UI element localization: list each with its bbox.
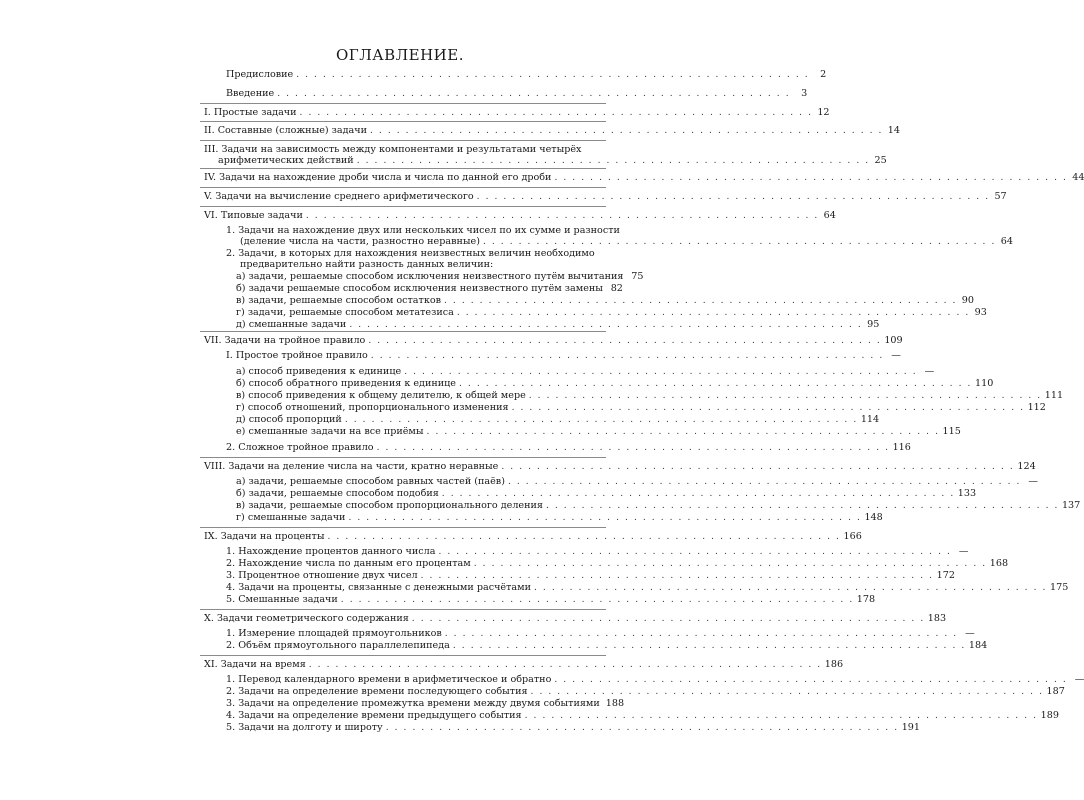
toc-entry-label: способ обратного приведения к единице [248, 378, 456, 389]
toc-entry[interactable] [236, 402, 1046, 414]
toc-page-number: 82 [610, 283, 623, 294]
toc-entry-label: Нахождение процентов данного числа [238, 546, 436, 557]
toc-entry-number: 3. [226, 698, 239, 709]
toc-entry[interactable] [236, 366, 935, 378]
toc-title: ОГЛАВЛЕНИЕ. [336, 46, 464, 64]
leader-dots: . . . . . . . . . . . . . . . . . . . . . . . . . . . . . . . . . . . . . . . . . . . . . . . . . . . . . . . . . . [305, 211, 819, 221]
section-divider [200, 655, 606, 656]
toc-entry-text [236, 402, 509, 413]
toc-entry[interactable] [226, 88, 808, 100]
toc-entry-label: задачи решаемые способом исключения неизвестного путём замены [248, 283, 603, 294]
toc-entry-text [226, 628, 442, 639]
leader-dots: . . . . . . . . . . . . . . . . . . . . . . . . . . . . . . . . . . . . . . . . . . . . . . . . . . . . . . . . . . [441, 489, 955, 499]
toc-entry-label: Задачи на долготу и широту [238, 722, 383, 733]
toc-entry-label: задачи, решаемые способом остатков [248, 295, 441, 306]
toc-page-number: 2 [820, 69, 827, 80]
toc-page-number: 25 [874, 155, 887, 166]
toc-entry-label: Задачи на тройное правило [224, 335, 366, 346]
toc-entry-label: Предисловие [226, 69, 294, 80]
toc-entry-number: д) [236, 414, 249, 425]
toc-entry-label: смешанные задачи [248, 319, 347, 330]
toc-entry-number: 1. [226, 628, 239, 639]
toc-page-number: — [1074, 674, 1084, 685]
toc-entry-text [204, 144, 581, 155]
toc-entry-label: задачи, решаемые способом равных частей (паёв) [248, 476, 505, 487]
toc-entry-label: Задачи на вычисление среднего арифметического [215, 191, 474, 202]
section-divider [200, 609, 606, 610]
leader-dots: . . . . . . . . . . . . . . . . . . . . . . . . . . . . . . . . . . . . . . . . . . . . . . . . . . . . . . . . . . [299, 108, 813, 118]
toc-entry[interactable] [226, 582, 1069, 594]
toc-entry[interactable] [226, 628, 975, 640]
toc-page-number: 75 [631, 271, 644, 282]
toc-entry-number: б) [236, 378, 249, 389]
toc-entry[interactable] [226, 558, 1009, 570]
toc-page-number: — [965, 628, 975, 639]
toc-entry-label-continued: (деление числа на части, разностно неравные) [240, 236, 480, 247]
toc-entry-label: Введение [226, 88, 275, 99]
toc-entry[interactable] [226, 546, 969, 558]
toc-entry-number: в) [236, 500, 249, 511]
toc-entry-number: 2. [226, 640, 239, 651]
toc-entry-label: Задачи на проценты [220, 531, 325, 542]
section-divider [200, 168, 606, 169]
toc-page-number: 183 [927, 613, 947, 624]
toc-entry-label: Нахождение числа по данным его процентам [238, 558, 471, 569]
toc-entry-number: 5. [226, 594, 239, 605]
toc-page-number: 109 [884, 335, 903, 346]
toc-entry-continuation [240, 236, 1013, 248]
leader-dots: . . . . . . . . . . . . . . . . . . . . . . . . . . . . . . . . . . . . . . . . . . . . . . . . . . . . . . . . . . [370, 126, 883, 136]
section-divider [200, 140, 606, 141]
toc-entry[interactable] [226, 698, 625, 710]
toc-entry-label: Задачи на нахождение дроби числа и числа по данной его дроби [219, 172, 552, 183]
leader-dots: . . . . . . . . . . . . . . . . . . . . . . . . . . . . . . . . . . . . . . . . . . . . . . . . . . . . . . . . . . [501, 462, 1015, 472]
toc-entry-text [204, 531, 325, 542]
toc-page-number: 188 [605, 698, 625, 709]
section-divider [200, 331, 606, 332]
toc-page-number: 175 [1049, 582, 1069, 593]
toc-entry-text [226, 594, 338, 605]
toc-entry-text [226, 722, 383, 733]
toc-entry-label: задачи, решаемые способом пропорционального деления [248, 500, 543, 511]
toc-entry[interactable] [204, 125, 900, 137]
toc-page-number: 114 [860, 414, 880, 425]
toc-page-number: 64 [1000, 236, 1013, 247]
leader-dots: . . . . . . . . . . . . . . . . . . . . . . . . . . . . . . . . . . . . . . . . . . . . . . . . . . . . . . . . . . [368, 336, 882, 346]
toc-entry-label: задачи, решаемые способом метатезиса [247, 307, 454, 318]
toc-entry-label: Процентное отношение двух чисел [238, 570, 418, 581]
leader-dots: . . . . . . . . . . . . . . . . . . . . . . . . . . . . . . . . . . . . . . . . . . . . . . . . . . . . . . . . . . [296, 70, 810, 80]
toc-entry-text [226, 248, 595, 259]
toc-entry[interactable] [236, 414, 880, 426]
leader-dots: . . . . . . . . . . . . . . . . . . . . . . . . . . . . . . . . . . . . . . . . . . . . . . . . . . . . . . . . . . [344, 415, 858, 425]
toc-entry-number: II. [204, 125, 218, 136]
toc-page-number: 148 [864, 512, 883, 523]
toc-entry-number: б) [236, 488, 249, 499]
toc-page-number: 184 [968, 640, 988, 651]
toc-page-number: 44 [1072, 172, 1084, 183]
toc-entry-text [204, 125, 367, 136]
toc-entry-text [204, 335, 365, 346]
toc-entry-number: 2. [226, 558, 239, 569]
toc-entry-continuation [240, 259, 603, 270]
section-divider [200, 187, 606, 188]
toc-entry-number: д) [236, 319, 249, 330]
toc-entry[interactable] [236, 283, 623, 295]
toc-page-number: 189 [1040, 710, 1059, 721]
leader-dots: . . . . . . . . . . . . . . . . . . . . . . . . . . . . . . . . . . . . . . . . . . . . . . . . . . . . . . . . . . [444, 629, 958, 639]
toc-entry-text [204, 107, 297, 118]
toc-entry-text [204, 172, 551, 183]
toc-entry-number: 1. [226, 225, 239, 236]
leader-dots: . . . . . . . . . . . . . . . . . . . . . . . . . . . . . . . . . . . . . . . . . . . . . . . . . . . . . . . . . . [327, 532, 841, 542]
toc-entry[interactable] [204, 613, 947, 625]
toc-entry[interactable] [226, 442, 911, 454]
toc-page-number: 12 [817, 107, 830, 118]
leader-dots: . . . . . . . . . . . . . . . . . . . . . . . . . . . . . . . . . . . . . . . . . . . . . . . . . . . . . . . . . . [376, 443, 890, 453]
toc-entry-number: I. [226, 350, 236, 361]
section-divider [200, 121, 606, 122]
toc-page-number: — [924, 366, 935, 377]
toc-entry-text [236, 295, 441, 306]
toc-page-number: 111 [1044, 390, 1064, 401]
toc-page-number: 116 [892, 442, 911, 453]
leader-dots: . . . . . . . . . . . . . . . . . . . . . . . . . . . . . . . . . . . . . . . . . . . . . . . . . . . . . . . . . . [456, 308, 970, 318]
toc-entry-number: г) [236, 402, 248, 413]
toc-entry-text [226, 698, 600, 709]
toc-entry-text [236, 512, 345, 523]
toc-entry-label: смешанные задачи на все приёмы [248, 426, 424, 437]
toc-entry-text [226, 225, 620, 236]
toc-entry-text [226, 558, 471, 569]
leader-dots: . . . . . . . . . . . . . . . . . . . . . . . . . . . . . . . . . . . . . . . . . . . . . . . . . . . . . . . . . . [349, 320, 863, 330]
toc-entry[interactable] [236, 390, 1064, 402]
toc-entry-label: Задачи на определение времени последующего события [238, 686, 528, 697]
toc-entry-number: 4. [226, 710, 239, 721]
leader-dots: . . . . . . . . . . . . . . . . . . . . . . . . . . . . . . . . . . . . . . . . . . . . . . . . . . . . . . . . . . [370, 351, 884, 361]
toc-entry[interactable] [226, 674, 1084, 686]
toc-entry[interactable] [236, 295, 974, 307]
leader-dots: . . . . . . . . . . . . . . . . . . . . . . . . . . . . . . . . . . . . . . . . . . . . . . . . . . . . . . . . . . [348, 513, 862, 523]
toc-page-number: 172 [936, 570, 955, 581]
toc-entry-number: в) [236, 295, 249, 306]
leader-dots: . . . . . . . . . . . . . . . . . . . . . . . . . . . . . . . . . . . . . . . . . . . . . . . . . . . . . . . . . . [404, 367, 918, 377]
toc-page-number: 186 [824, 659, 844, 670]
toc-entry-text [204, 191, 474, 202]
toc-entry-label: Задачи геометрического содержания [216, 613, 409, 624]
leader-dots: . . . . . . . . . . . . . . . . . . . . . . . . . . . . . . . . . . . . . . . . . . . . . . . . . . . . . . . . . . [458, 379, 972, 389]
toc-entry-text [226, 686, 528, 697]
toc-entry-number: 4. [226, 582, 239, 593]
toc-entry-text [226, 546, 435, 557]
leader-dots: . . . . . . . . . . . . . . . . . . . . . . . . . . . . . . . . . . . . . . . . . . . . . . . . . . . . . . . . . . [524, 711, 1038, 721]
toc-page-number: 115 [942, 426, 961, 437]
toc-entry-text [204, 613, 409, 624]
toc-entry-label: Задачи на зависимость между компонентами и результатами четырёх [221, 144, 582, 155]
toc-page-number: 187 [1046, 686, 1065, 697]
toc-page-number: 166 [843, 531, 862, 542]
toc-page-number: 178 [856, 594, 876, 605]
leader-dots: . . . . . . . . . . . . . . . . . . . . . . . . . . . . . . . . . . . . . . . . . . . . . . . . . . . . . . . . . . [476, 192, 990, 202]
toc-entry-text [226, 442, 374, 453]
leader-dots: . . . . . . . . . . . . . . . . . . . . . . . . . . . . . . . . . . . . . . . . . . . . . . . . . . . . . . . . . . [545, 501, 1059, 511]
toc-entry-label: Простое тройное правило [235, 350, 368, 361]
toc-entry-text [226, 710, 522, 721]
leader-dots: . . . . . . . . . . . . . . . . . . . . . . . . . . . . . . . . . . . . . . . . . . . . . . . . . . . . . . . . . . [277, 89, 791, 99]
section-divider [200, 103, 606, 104]
toc-entry[interactable] [204, 191, 1007, 203]
toc-entry-text [226, 69, 293, 80]
toc-entry-number: X. [204, 613, 217, 624]
toc-entry-number: 2. [226, 686, 239, 697]
toc-entry-number: а) [236, 476, 249, 487]
toc-entry-text [204, 659, 306, 670]
section-divider [200, 206, 606, 207]
toc-entry-label: задачи, решаемые способом исключения неизвестного путём вычитания [248, 271, 624, 282]
leader-dots: . . . . . . . . . . . . . . . . . . . . . . . . . . . . . . . . . . . . . . . . . . . . . . . . . . . . . . . . . . [426, 427, 940, 437]
toc-entry-label: задачи, решаемые способом подобия [248, 488, 439, 499]
leader-dots: . . . . . . . . . . . . . . . . . . . . . . . . . . . . . . . . . . . . . . . . . . . . . . . . . . . . . . . . . . [340, 595, 854, 605]
toc-entry-number: I. [204, 107, 214, 118]
leader-dots: . . . . . . . . . . . . . . . . . . . . . . . . . . . . . . . . . . . . . . . . . . . . . . . . . . . . . . . . . . [554, 675, 1068, 685]
toc-page-number: 191 [901, 722, 920, 733]
toc-entry-text [226, 674, 551, 685]
toc-page-number: 14 [887, 125, 900, 136]
toc-entry[interactable] [236, 476, 1038, 488]
toc-entry-number: VII. [204, 335, 225, 346]
toc-entry[interactable] [204, 107, 830, 119]
toc-entry-continuation [218, 155, 887, 167]
leader-dots: . . . . . . . . . . . . . . . . . . . . . . . . . . . . . . . . . . . . . . . . . . . . . . . . . . . . . . . . . . [438, 547, 952, 557]
toc-entry-label: Смешанные задачи [238, 594, 338, 605]
toc-entry[interactable] [204, 659, 844, 671]
section-divider [200, 527, 606, 528]
toc-entry[interactable] [236, 488, 977, 500]
toc-page-number: 3 [801, 88, 808, 99]
toc-entry-label-continued: арифметических действий [218, 155, 354, 166]
toc-entry-text [236, 319, 346, 330]
toc-entry[interactable] [226, 710, 1059, 722]
toc-entry[interactable] [236, 500, 1081, 512]
toc-entry-number: 3. [226, 570, 239, 581]
toc-entry[interactable] [226, 640, 988, 652]
toc-entry-number: б) [236, 283, 249, 294]
leader-dots: . . . . . . . . . . . . . . . . . . . . . . . . . . . . . . . . . . . . . . . . . . . . . . . . . . . . . . . . . . [528, 391, 1042, 401]
toc-entry-number: 1. [226, 546, 239, 557]
toc-entry-label: способ отношений, пропорционального изменения [247, 402, 509, 413]
toc-entry-label: Задачи, в которых для нахождения неизвестных величин необходимо [238, 248, 595, 259]
toc-entry-number: 2. [226, 442, 239, 453]
toc-page-number: 133 [957, 488, 977, 499]
toc-entry[interactable] [204, 172, 1084, 184]
toc-page-number: 64 [823, 210, 836, 221]
toc-entry-text [236, 500, 543, 511]
toc-entry-label: Задачи на время [220, 659, 306, 670]
toc-entry-text [236, 378, 456, 389]
toc-entry-label: Задачи на нахождение двух или нескольких чисел по их сумме и разности [238, 225, 620, 236]
leader-dots: . . . . . . . . . . . . . . . . . . . . . . . . . . . . . . . . . . . . . . . . . . . . . . . . . . . . . . . . . . [511, 403, 1025, 413]
leader-dots: . . . . . . . . . . . . . . . . . . . . . . . . . . . . . . . . . . . . . . . . . . . . . . . . . . . . . . . . . . [308, 660, 822, 670]
toc-entry-text [226, 350, 368, 361]
toc-entry[interactable] [204, 210, 836, 222]
leader-dots: . . . . . . . . . . . . . . . . . . . . . . . . . . . . . . . . . . . . . . . . . . . . . . . . . . . . . . . . . . [385, 723, 899, 733]
toc-entry-text [236, 366, 401, 377]
section-divider [200, 457, 606, 458]
toc-entry-text [236, 426, 424, 437]
toc-entry-number: III. [204, 144, 222, 155]
toc-entry-label: Измерение площадей прямоугольников [238, 628, 442, 639]
leader-dots: . . . . . . . . . . . . . . . . . . . . . . . . . . . . . . . . . . . . . . . . . . . . . . . . . . . . . . . . . . [411, 614, 925, 624]
toc-entry[interactable] [236, 271, 644, 283]
toc-entry-number: VI. [204, 210, 221, 221]
toc-entry-text [236, 476, 505, 487]
toc-page-number: — [1028, 476, 1038, 487]
toc-entry-number: г) [236, 512, 248, 523]
toc-entry-text [236, 271, 623, 282]
toc-entry-number: 5. [226, 722, 239, 733]
leader-dots: . . . . . . . . . . . . . . . . . . . . . . . . . . . . . . . . . . . . . . . . . . . . . . . . . . . . . . . . . . [420, 571, 934, 581]
toc-entry[interactable] [236, 307, 987, 319]
toc-entry-label: Перевод календарного времени в арифметическое и обратно [238, 674, 552, 685]
toc-entry[interactable] [226, 69, 827, 81]
leader-dots: . . . . . . . . . . . . . . . . . . . . . . . . . . . . . . . . . . . . . . . . . . . . . . . . . . . . . . . . . . [452, 641, 966, 651]
toc-entry[interactable] [226, 248, 603, 259]
toc-entry-number: а) [236, 366, 249, 377]
toc-entry-number: V. [204, 191, 216, 202]
toc-entry-label: Составные (сложные) задачи [217, 125, 367, 136]
leader-dots: . . . . . . . . . . . . . . . . . . . . . . . . . . . . . . . . . . . . . . . . . . . . . . . . . . . . . . . . . . [444, 296, 957, 306]
toc-entry-text [236, 283, 603, 294]
toc-entry[interactable] [204, 531, 862, 543]
toc-page-number: 112 [1027, 402, 1046, 413]
toc-entry-number: 1. [226, 674, 239, 685]
leader-dots: . . . . . . . . . . . . . . . . . . . . . . . . . . . . . . . . . . . . . . . . . . . . . . . . . . . . . . . . . . [533, 583, 1047, 593]
toc-entry[interactable] [226, 570, 955, 582]
toc-entry-number: 2. [226, 248, 239, 259]
toc-entry-text [236, 390, 526, 401]
toc-page-number: 168 [989, 558, 1009, 569]
leader-dots: . . . . . . . . . . . . . . . . . . . . . . . . . . . . . . . . . . . . . . . . . . . . . . . . . . . . . . . . . . [473, 559, 987, 569]
toc-entry-text [204, 210, 303, 221]
toc-entry[interactable] [226, 686, 1065, 698]
leader-dots: . . . . . . . . . . . . . . . . . . . . . . . . . . . . . . . . . . . . . . . . . . . . . . . . . . . . . . . . . . [356, 156, 870, 166]
toc-page-number: 95 [867, 319, 880, 330]
toc-entry[interactable] [204, 335, 903, 347]
toc-entry-label: способ пропорций [248, 414, 342, 425]
toc-entry-text [226, 88, 274, 99]
toc-page-number: 124 [1017, 461, 1036, 472]
toc-entry[interactable] [236, 319, 880, 331]
toc-entry-number: IX. [204, 531, 221, 542]
toc-entry-label: Задачи на определение времени предыдущего события [238, 710, 522, 721]
toc-page-number: — [891, 350, 901, 361]
toc-entry-number: е) [236, 426, 249, 437]
toc-entry-text [226, 582, 531, 593]
toc-entry-label: способ приведения к единице [248, 366, 402, 377]
toc-page-number: 57 [994, 191, 1007, 202]
toc-entry-number: г) [236, 307, 248, 318]
toc-entry-label: Типовые задачи [220, 210, 303, 221]
toc-entry[interactable] [236, 426, 961, 438]
toc-entry-text [226, 570, 418, 581]
toc-entry[interactable] [204, 461, 1036, 473]
toc-entry[interactable] [226, 225, 620, 236]
toc-entry[interactable] [226, 722, 920, 734]
toc-entry-text [236, 488, 439, 499]
toc-entry[interactable] [236, 378, 994, 390]
leader-dots: . . . . . . . . . . . . . . . . . . . . . . . . . . . . . . . . . . . . . . . . . . . . . . . . . . . . . . . . . . [482, 237, 996, 247]
toc-entry-text [226, 640, 450, 651]
leader-dots: . . . . . . . . . . . . . . . . . . . . . . . . . . . . . . . . . . . . . . . . . . . . . . . . . . . . . . . . . . [507, 477, 1021, 487]
toc-page-number: 137 [1061, 500, 1081, 511]
toc-entry[interactable] [204, 144, 603, 155]
toc-page-number: — [958, 546, 969, 557]
toc-entry-number: IV. [204, 172, 220, 183]
toc-page-number: 93 [974, 307, 987, 318]
toc-entry-text [236, 414, 342, 425]
leader-dots: . . . . . . . . . . . . . . . . . . . . . . . . . . . . . . . . . . . . . . . . . . . . . . . . . . . . . . . . . . [554, 173, 1068, 183]
toc-entry-text [204, 461, 498, 472]
toc-entry[interactable] [236, 512, 883, 524]
toc-entry-number: XI. [204, 659, 221, 670]
leader-dots: . . . . . . . . . . . . . . . . . . . . . . . . . . . . . . . . . . . . . . . . . . . . . . . . . . . . . . . . . . [530, 687, 1044, 697]
toc-entry-number: а) [236, 271, 249, 282]
toc-entry-label: Простые задачи [213, 107, 297, 118]
toc-entry-label: Объём прямоугольного параллелепипеда [238, 640, 450, 651]
toc-entry[interactable] [226, 350, 901, 362]
toc-entry-label: Задачи на определение промежутка времени между двумя событиями [238, 698, 600, 709]
toc-entry-label-continued: предварительно найти разность данных величин: [240, 259, 494, 270]
toc-entry-label: Задачи на деление числа на части, кратно неравные [228, 461, 499, 472]
toc-entry-number: в) [236, 390, 249, 401]
toc-entry-text [236, 307, 454, 318]
toc-entry-label: Сложное тройное правило [238, 442, 374, 453]
toc-page-number: 90 [961, 295, 974, 306]
toc-entry-number: VIII. [204, 461, 229, 472]
toc-entry[interactable] [226, 594, 876, 606]
toc-page-number: 110 [974, 378, 994, 389]
toc-entry-label: Задачи на проценты, связанные с денежными расчётами [238, 582, 531, 593]
toc-entry-label: смешанные задачи [247, 512, 346, 523]
toc-entry-label: способ приведения к общему делителю, к общей мере [248, 390, 526, 401]
